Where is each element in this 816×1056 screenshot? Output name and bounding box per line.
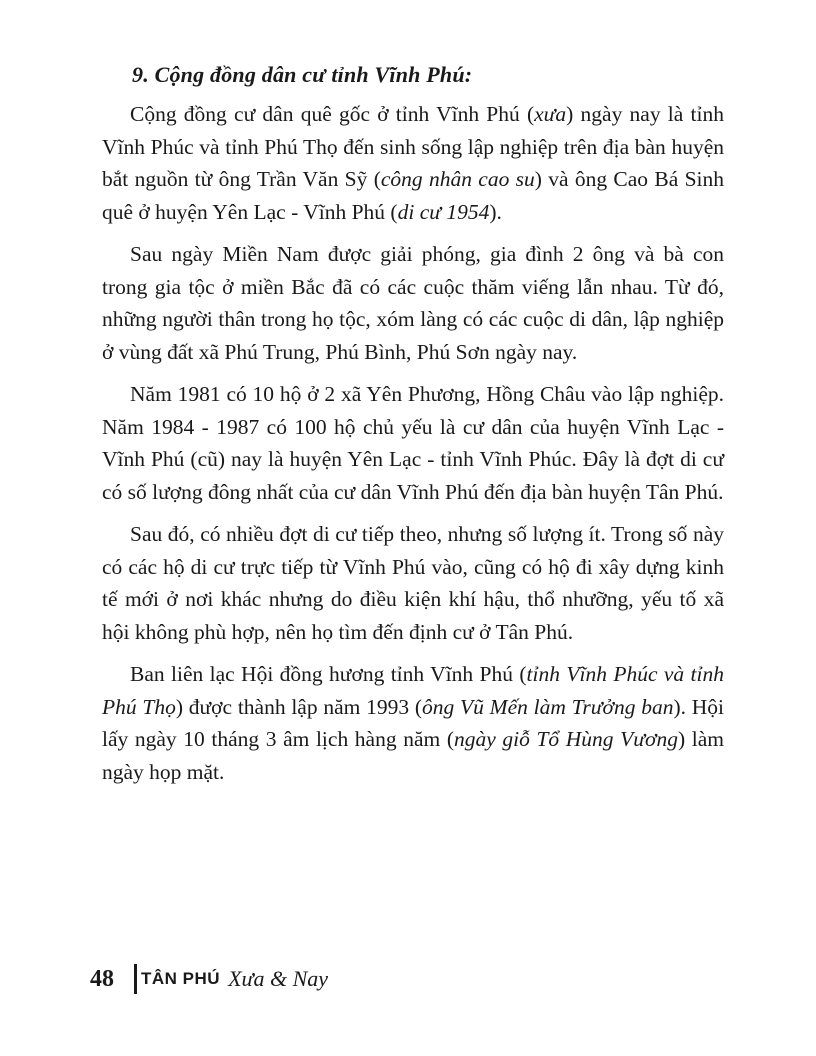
paragraph-5 (102, 658, 724, 788)
book-title-bold: TÂN PHÚ (141, 969, 221, 988)
text-segment: Cộng đồng cư dân quê gốc ở tỉnh Vĩnh Phú ( (130, 102, 535, 126)
section-heading: 9. Cộng đồng dân cư tỉnh Vĩnh Phú: (132, 62, 473, 87)
page-footer (90, 962, 328, 996)
italic-segment: ngày giỗ Tổ Hùng Vương (453, 727, 678, 751)
text-segment: Sau ngày Miền Nam được giải phóng, gia đình 2 ông và bà con trong gia tộc ở miền Bắc đã có các cuộc thăm viếng lẫn nhau. Từ đó, những người thân trong họ tộc, xóm làng có các cuộc di dân, lập nghiệp ở vùng đất xã Phú Trung, Phú Bình, Phú Sơn ngày nay. (102, 242, 724, 364)
body-text (102, 98, 724, 798)
italic-segment: công nhân cao su (380, 167, 535, 191)
book-title-italic: Xưa & Nay (228, 966, 329, 991)
text-segment: Ban liên lạc Hội đồng hương tỉnh Vĩnh Phú ( (130, 662, 527, 686)
italic-segment: xưa (534, 102, 567, 126)
text-segment: Sau đó, có nhiều đợt di cư tiếp theo, nhưng số lượng ít. Trong số này có các hộ di cư trực tiếp từ Vĩnh Phú vào, cũng có hộ đi xây dựng kinh tế mới ở nơi khác nhưng do điều kiện khí hậu, thổ nhưỡng, yếu tố xã hội không phù hợp, nên họ tìm đến định cư ở Tân Phú. (102, 522, 724, 644)
text-segment: ). Hội lấy ngày 10 tháng 3 âm lịch hàng năm ( (102, 694, 724, 751)
page-number: 48 (90, 965, 114, 992)
text-segment: ) và ông Cao Bá Sinh quê ở huyện Yên Lạc - Vĩnh Phú ( (102, 167, 724, 224)
italic-segment: tỉnh Vĩnh Phúc và tỉnh Phú Thọ (102, 662, 724, 719)
italic-segment: ông Vũ Mến làm Trưởng ban (422, 694, 674, 719)
paragraph-1 (102, 98, 724, 228)
paragraph-4 (102, 518, 724, 648)
text-segment: ) được thành lập năm 1993 ( (175, 694, 423, 719)
text-segment: ). (489, 199, 502, 224)
paragraph-2 (102, 238, 724, 368)
text-segment: Năm 1981 có 10 hộ ở 2 xã Yên Phương, Hồng Châu vào lập nghiệp. Năm 1984 - 1987 có 100 hộ chủ yếu là cư dân của huyện Vĩnh Lạc - Vĩnh Phú (cũ) nay là huyện Yên Lạc - tỉnh Vĩnh Phúc. Đây là đợt di cư có số lượng đông nhất của cư dân Vĩnh Phú đến địa bàn huyện Tân Phú. (102, 382, 724, 504)
italic-segment: di cư 1954 (397, 199, 490, 224)
paragraph-3 (102, 378, 724, 508)
footer-divider-bar (134, 964, 137, 994)
text-segment: ) làm ngày họp mặt. (102, 727, 724, 784)
text-segment: ) ngày nay là tỉnh Vĩnh Phúc và tỉnh Phú Thọ đến sinh sống lập nghiệp trên địa bàn huyện bắt nguồn từ ông Trần Văn Sỹ ( (102, 102, 724, 191)
